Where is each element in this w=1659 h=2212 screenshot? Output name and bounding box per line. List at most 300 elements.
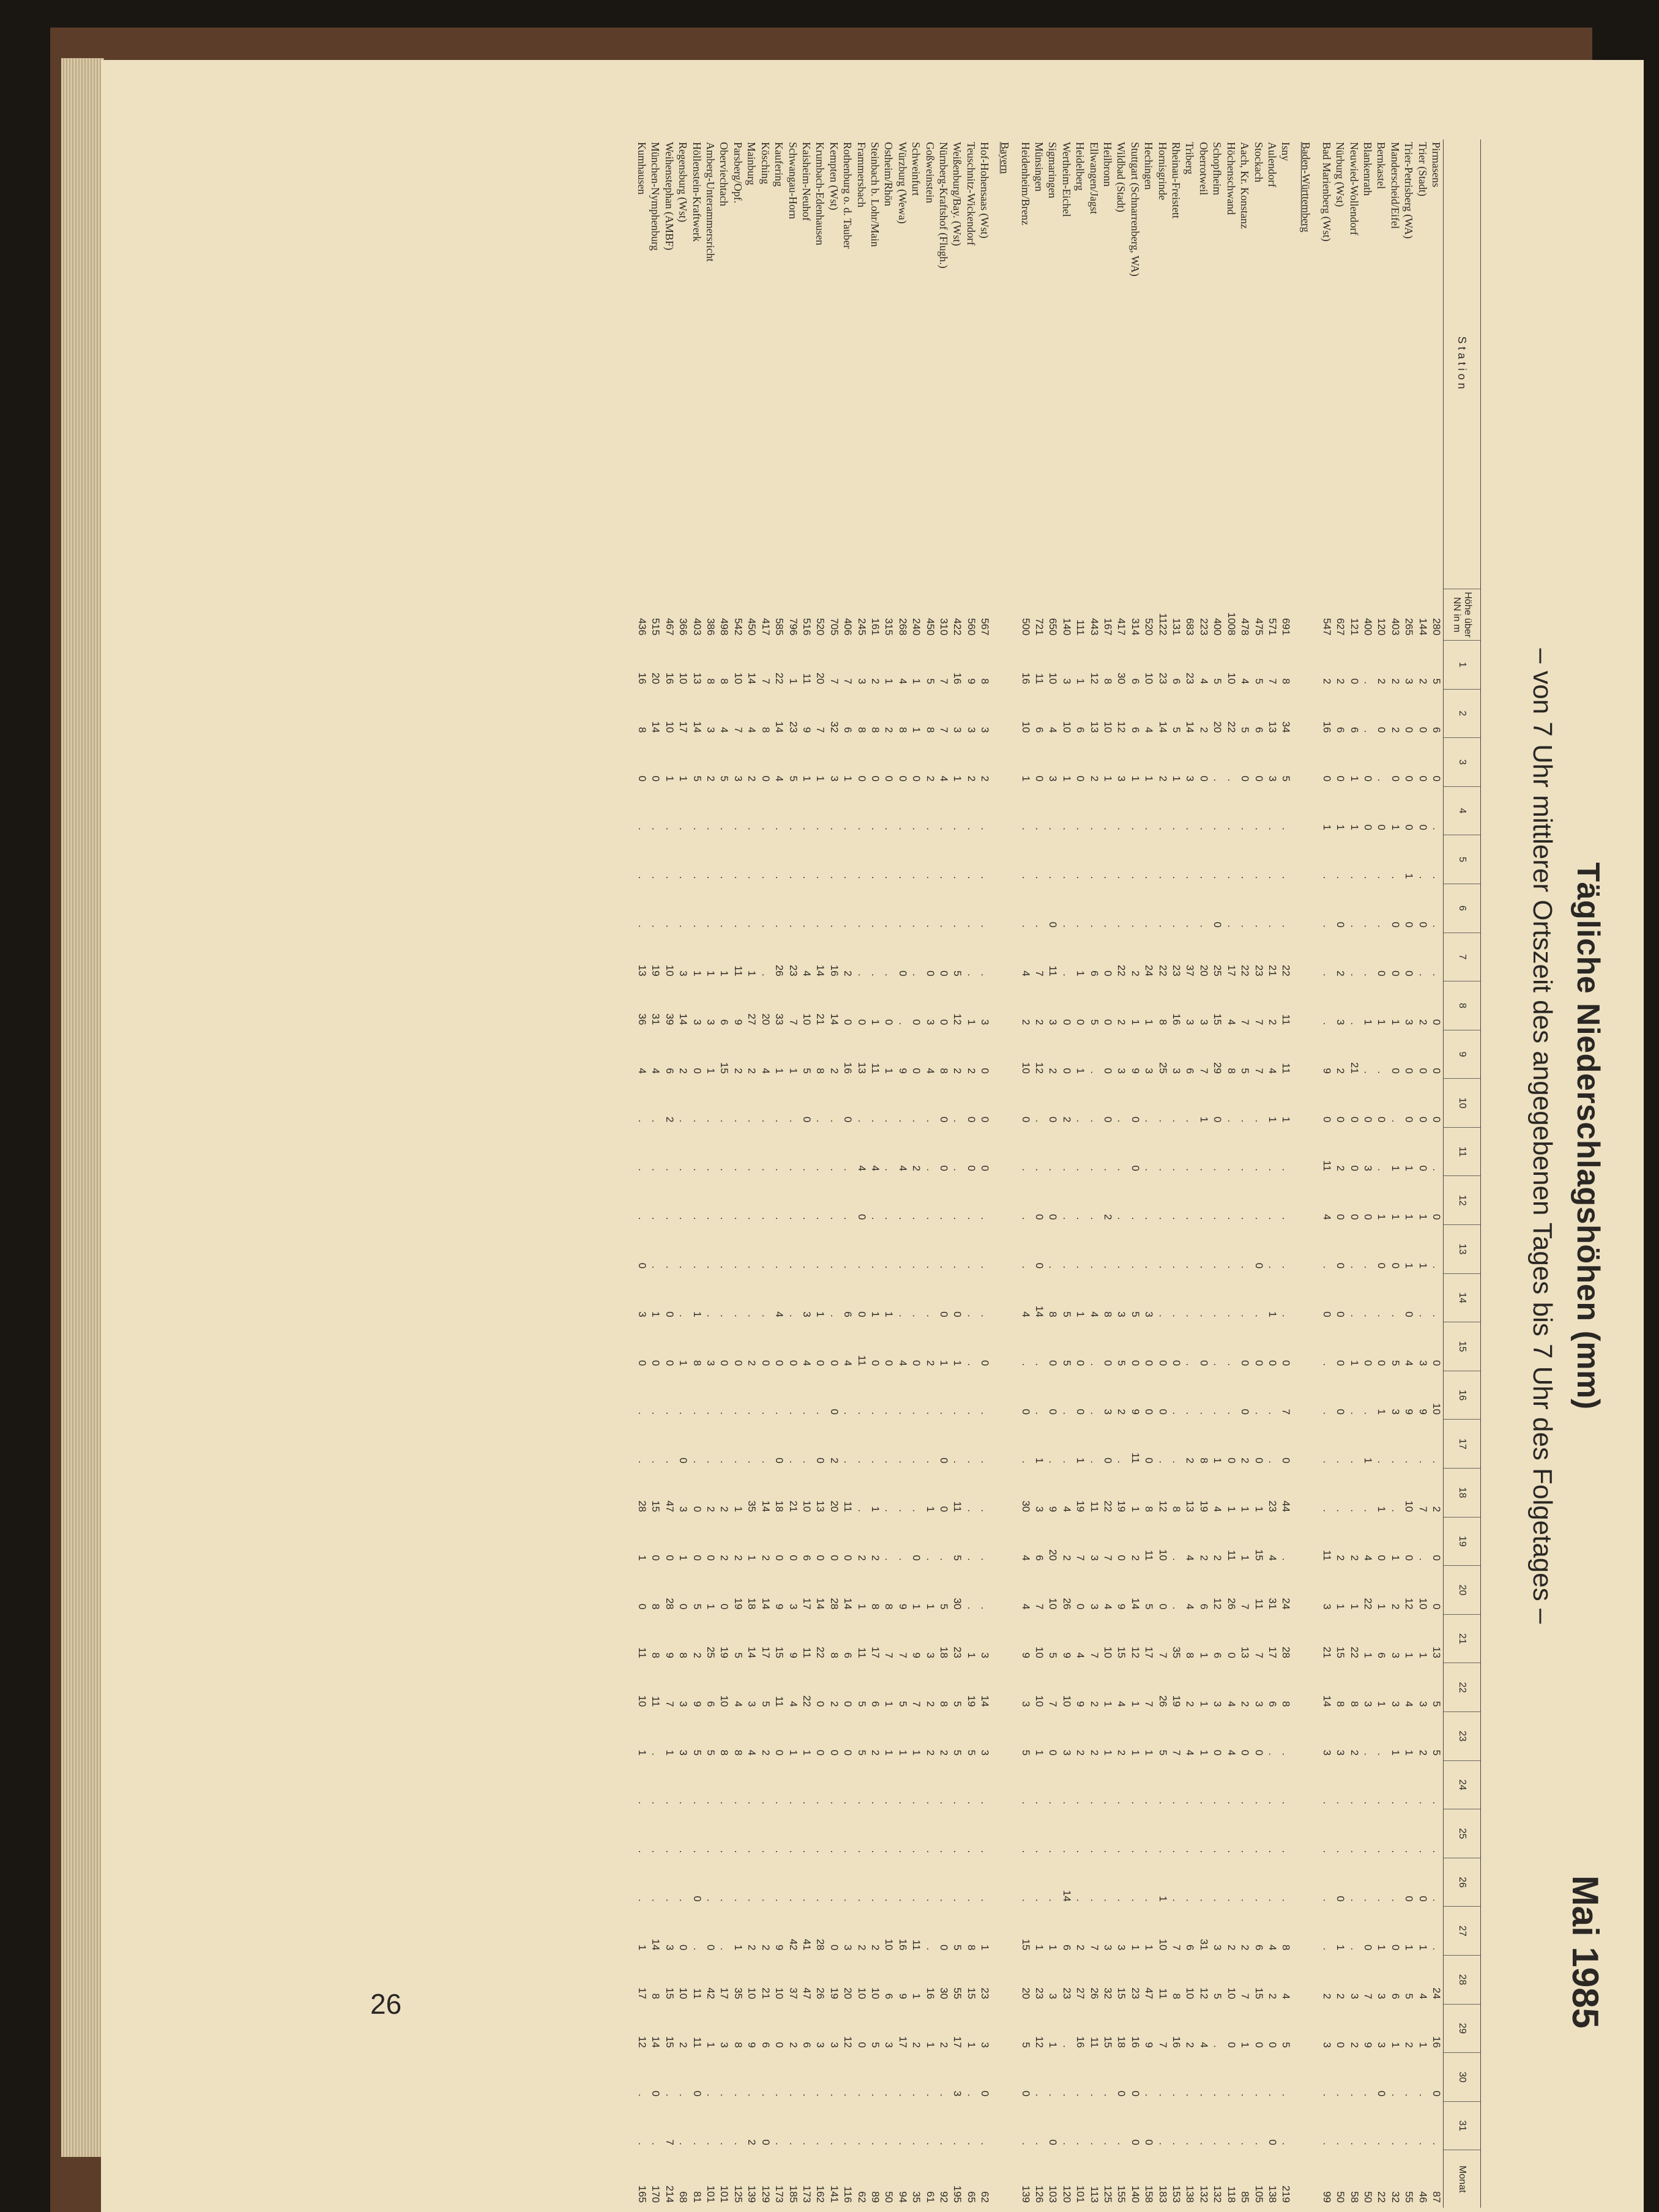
day-value: 3 <box>1047 775 1059 782</box>
day-value: . <box>1088 1071 1100 1074</box>
day-value: 3 <box>1348 1993 1360 2000</box>
day-value: 0 <box>1362 824 1374 830</box>
day-value: 19 <box>965 1695 977 1707</box>
day-value: . <box>815 1412 827 1415</box>
day-value: 5 <box>1280 2042 1292 2048</box>
day-value: . <box>1212 1168 1224 1171</box>
day-value: . <box>1171 1558 1183 1561</box>
station-name: Steinbach b. Lohr/Main <box>868 142 881 247</box>
day-value: . <box>1362 1412 1374 1415</box>
day-value: . <box>759 1801 772 1804</box>
day-value: . <box>897 1216 909 1220</box>
day-value: . <box>1157 827 1169 830</box>
header-day: 18 <box>1444 1469 1481 1517</box>
day-value: 0 <box>1129 2139 1141 2145</box>
day-value: 0 <box>1417 1116 1429 1123</box>
day-value: . <box>1075 1801 1087 1804</box>
day-value: 9 <box>1362 2042 1374 2048</box>
day-value: 4 <box>1184 1749 1196 1756</box>
day-value: 2 <box>1116 1409 1128 1415</box>
day-value: 44 <box>1280 1500 1292 1513</box>
day-value: . <box>705 1314 717 1317</box>
day-value: 1 <box>1034 1458 1046 1464</box>
day-value: 1 <box>1348 1603 1360 1610</box>
day-value: 1 <box>897 1749 909 1756</box>
day-value: 0 <box>1253 1262 1265 1269</box>
day-value: . <box>1061 2142 1073 2145</box>
station-name: Höllenstein-Kraftwerk <box>690 142 703 242</box>
day-value: . <box>842 827 854 830</box>
month-total: 118 <box>1225 2186 1237 2203</box>
day-value: . <box>705 876 717 879</box>
day-value: 1 <box>1198 1116 1210 1123</box>
day-value: 1 <box>1075 1311 1087 1317</box>
month-total: 62 <box>856 2191 868 2203</box>
day-value: . <box>815 1265 827 1269</box>
day-value: 2 <box>938 2042 950 2048</box>
day-value: . <box>1088 1216 1100 1220</box>
day-value: 5 <box>1020 2042 1032 2048</box>
day-value: . <box>897 2093 909 2097</box>
day-value: . <box>1047 1265 1059 1269</box>
day-value: . <box>1061 973 1073 977</box>
day-value: 20 <box>1047 1549 1059 1561</box>
day-value: 2 <box>1075 1749 1087 1756</box>
day-value: 8 <box>1280 678 1292 685</box>
day-value: 11 <box>800 673 813 685</box>
day-value: 9 <box>1047 1506 1059 1513</box>
day-value: 11 <box>1143 1550 1155 1561</box>
day-value: . <box>1335 876 1347 879</box>
day-value: 0 <box>774 1360 786 1366</box>
day-value: 0 <box>1376 1360 1388 1366</box>
day-value: 1 <box>1129 1701 1141 1707</box>
day-value: 1 <box>952 1360 964 1366</box>
day-value: . <box>1376 2142 1388 2145</box>
day-value: . <box>1348 876 1360 879</box>
day-value: 4 <box>1047 727 1059 733</box>
day-value: . <box>1143 876 1155 879</box>
day-value: . <box>677 2142 690 2145</box>
day-value: 0 <box>1047 1360 1059 1366</box>
day-value: . <box>952 1216 964 1220</box>
station-elevation: 547 <box>1321 618 1333 636</box>
day-value: 2 <box>705 1506 717 1513</box>
day-value: . <box>650 1119 662 1123</box>
station-elevation: 417 <box>1116 618 1128 636</box>
day-value: . <box>663 1265 676 1269</box>
day-value: . <box>1225 1412 1237 1415</box>
day-value: 4 <box>1212 1506 1224 1513</box>
day-value: 0 <box>1171 1360 1183 1366</box>
day-value: 3 <box>952 727 964 733</box>
day-value: . <box>718 1801 731 1804</box>
day-value: . <box>774 1850 786 1853</box>
station-name: Schopfheim <box>1211 142 1224 195</box>
day-value: 23 <box>1253 964 1265 977</box>
day-value: 1 <box>1376 1603 1388 1610</box>
day-value: 1 <box>1362 1458 1374 1464</box>
month-total: 129 <box>759 2185 772 2203</box>
day-value: . <box>911 827 923 830</box>
station-name: Weihenstephan (AMBF) <box>663 142 676 251</box>
day-value: 0 <box>1431 1214 1442 1220</box>
day-value: 0 <box>774 1458 786 1464</box>
day-value: . <box>1075 2142 1087 2145</box>
day-value: 3 <box>815 2042 827 2048</box>
day-value: . <box>1403 1850 1415 1853</box>
day-value: 4 <box>650 1068 662 1074</box>
day-value: 14 <box>1321 1695 1333 1707</box>
day-value: 0 <box>1335 1311 1347 1317</box>
day-value: . <box>897 1412 909 1415</box>
day-value: . <box>938 1850 950 1853</box>
day-value: 4 <box>1266 1068 1278 1074</box>
table-body <box>635 140 1444 2208</box>
day-value: . <box>746 1801 758 1804</box>
day-value: . <box>897 1899 909 1902</box>
day-value: 3 <box>705 1019 717 1026</box>
day-value: 0 <box>636 1603 649 1610</box>
day-value: 4 <box>1266 1555 1278 1561</box>
day-value: 5 <box>1239 727 1251 733</box>
day-value: . <box>1129 1265 1141 1269</box>
day-value: 0 <box>1047 1409 1059 1415</box>
day-value: 0 <box>1034 1214 1046 1220</box>
day-value: 17 <box>636 1987 649 2000</box>
day-value: 7 <box>1253 1652 1265 1658</box>
day-value: 31 <box>650 1013 662 1026</box>
day-value: . <box>787 1850 799 1853</box>
day-value: 0 <box>759 1360 772 1366</box>
day-value: 0 <box>1239 1409 1251 1415</box>
day-value: 1 <box>1362 1019 1374 1026</box>
day-value: 14 <box>1184 721 1196 733</box>
day-value: 3 <box>1061 1749 1073 1756</box>
day-value: . <box>787 1314 799 1317</box>
month-total: 153 <box>1171 2185 1183 2203</box>
day-value: 0 <box>965 1165 977 1171</box>
day-value: . <box>1088 1119 1100 1123</box>
day-value: 8 <box>1171 1506 1183 1513</box>
day-value: 0 <box>842 1555 854 1561</box>
day-value: 22 <box>800 1695 813 1707</box>
day-value: . <box>1020 2142 1032 2145</box>
station-name: Amberg-Unterammersricht <box>704 142 717 262</box>
day-value: 3 <box>1362 1701 1374 1707</box>
day-value: 1 <box>1376 1945 1388 1951</box>
day-value: . <box>1047 827 1059 830</box>
day-value: 5 <box>759 1701 772 1707</box>
day-value: 7 <box>1143 1701 1155 1707</box>
day-value: 12 <box>1403 1598 1415 1610</box>
day-value: 7 <box>1171 1945 1183 1951</box>
day-value: 11 <box>1088 2037 1100 2048</box>
day-value: 15 <box>1102 2036 1114 2048</box>
day-value: . <box>897 1509 909 1513</box>
day-value: . <box>911 876 923 879</box>
day-value: . <box>732 827 744 830</box>
day-value: 4 <box>897 1165 909 1171</box>
table-row <box>1018 140 1032 2208</box>
day-value: 14 <box>650 2036 662 2048</box>
day-value: . <box>1034 1899 1046 1902</box>
day-value: 7 <box>1034 970 1046 977</box>
day-value: . <box>636 1119 649 1123</box>
day-value: . <box>1116 925 1128 928</box>
day-value: . <box>718 827 731 830</box>
day-value: 47 <box>663 1500 676 1513</box>
day-value: 4 <box>897 678 909 685</box>
day-value: . <box>787 1168 799 1171</box>
station-name: Oberviechtach <box>718 142 731 206</box>
day-value: . <box>1321 1412 1333 1415</box>
day-value: . <box>691 827 703 830</box>
day-value: . <box>856 1119 868 1123</box>
day-value: . <box>1047 1801 1059 1804</box>
day-value: . <box>965 973 977 977</box>
day-value: . <box>774 2142 786 2145</box>
day-value: 11 <box>1280 1014 1292 1026</box>
day-value: 3 <box>883 2042 895 2048</box>
table-row <box>1238 140 1251 2208</box>
day-value: . <box>774 876 786 879</box>
day-value: . <box>1102 1899 1114 1902</box>
day-value: 9 <box>787 1652 799 1658</box>
month-total: 170 <box>650 2185 662 2203</box>
day-value: 1 <box>1348 824 1360 830</box>
day-value: . <box>732 1119 744 1123</box>
table-row <box>1388 140 1401 2208</box>
day-value: 0 <box>911 1019 923 1026</box>
day-value: 6 <box>1184 1068 1196 1074</box>
day-value: . <box>732 2093 744 2097</box>
day-value: 10 <box>1020 721 1032 733</box>
day-value: 1 <box>1239 2042 1251 2048</box>
day-value: 0 <box>1129 2090 1141 2097</box>
station-name: Wildbad (Stadt) <box>1115 142 1128 212</box>
day-value: 10 <box>746 1987 758 2000</box>
day-value: 11 <box>911 1939 923 1951</box>
day-value: 30 <box>1020 1500 1032 1513</box>
day-value: 0 <box>1431 1068 1442 1074</box>
day-value: . <box>1225 1168 1237 1171</box>
day-value: 0 <box>1225 2042 1237 2048</box>
day-value: 6 <box>1431 727 1442 733</box>
day-value: 26 <box>1157 1695 1169 1707</box>
day-value: . <box>1198 925 1210 928</box>
day-value: . <box>1184 1168 1196 1171</box>
day-value: . <box>965 827 977 830</box>
day-value: 15 <box>965 1987 977 2000</box>
day-value: . <box>1047 876 1059 879</box>
day-value: 4 <box>1280 1993 1292 2000</box>
day-value: 10 <box>1417 1598 1429 1610</box>
day-value: 6 <box>1129 727 1141 733</box>
day-value: . <box>650 1216 662 1220</box>
day-value: . <box>759 2093 772 2097</box>
day-value: 1 <box>1417 2042 1429 2048</box>
day-value: . <box>1198 1412 1210 1415</box>
day-value: 1 <box>938 1360 950 1366</box>
day-value: . <box>1225 876 1237 879</box>
day-value: 3 <box>1321 1749 1333 1756</box>
day-value: 13 <box>1431 1647 1442 1658</box>
day-value: . <box>1239 1216 1251 1220</box>
day-value: 5 <box>856 1749 868 1756</box>
section-name: Bayern <box>999 142 1012 174</box>
day-value: . <box>1116 1168 1128 1171</box>
table-row <box>1087 140 1100 2208</box>
day-value: 6 <box>1184 1945 1196 1951</box>
month-total: 139 <box>746 2185 758 2203</box>
day-value: . <box>1321 2093 1333 2097</box>
day-value: . <box>828 1850 840 1853</box>
day-value: 2 <box>1389 727 1401 733</box>
day-value: . <box>979 876 991 879</box>
day-value: 0 <box>1116 2090 1128 2097</box>
day-value: 2 <box>746 2139 758 2145</box>
day-value: . <box>842 1265 854 1269</box>
day-value: 1 <box>1389 824 1401 830</box>
day-value: 1 <box>952 775 964 782</box>
day-value: . <box>1157 2142 1169 2145</box>
day-value: 6 <box>718 1019 731 1026</box>
day-value: 11 <box>842 1501 854 1513</box>
day-value: 1 <box>883 1311 895 1317</box>
station-elevation: 245 <box>856 618 868 636</box>
station-name: Krumbach-Edenhausen <box>814 142 827 245</box>
day-value: . <box>1184 1412 1196 1415</box>
header-day: 25 <box>1444 1809 1481 1858</box>
day-value: . <box>1389 1899 1401 1902</box>
day-value: 47 <box>1143 1987 1155 2000</box>
day-value: . <box>1321 1509 1333 1513</box>
day-value: 14 <box>815 964 827 977</box>
day-value: . <box>1143 1216 1155 1220</box>
day-value: 2 <box>732 1068 744 1074</box>
day-value: . <box>979 1265 991 1269</box>
day-value: 3 <box>636 1311 649 1317</box>
day-value: 2 <box>1266 1019 1278 1026</box>
day-value: 9 <box>1020 1652 1032 1658</box>
day-value: 10 <box>636 1695 649 1707</box>
day-value: . <box>774 1168 786 1171</box>
day-value: . <box>952 1801 964 1804</box>
day-value: . <box>1280 2142 1292 2145</box>
day-value: . <box>952 1899 964 1902</box>
day-value: 1 <box>1417 1262 1429 1269</box>
day-value: 0 <box>774 1749 786 1756</box>
day-value: 9 <box>732 1019 744 1026</box>
day-value: . <box>1417 2142 1429 2145</box>
day-value: 6 <box>1376 1652 1388 1658</box>
day-value: . <box>705 1168 717 1171</box>
day-value: 2 <box>759 1555 772 1561</box>
day-value: . <box>1020 1850 1032 1853</box>
day-value: . <box>800 1801 813 1804</box>
day-value: 2 <box>952 1068 964 1074</box>
day-value: 2 <box>1047 1068 1059 1074</box>
day-value: 2 <box>1266 1993 1278 2000</box>
day-value: 0 <box>1362 775 1374 782</box>
day-value: 7 <box>1239 1603 1251 1610</box>
day-value: 5 <box>1061 1360 1073 1366</box>
day-value: . <box>1034 876 1046 879</box>
day-value: . <box>746 827 758 830</box>
day-value: 5 <box>1431 1749 1442 1756</box>
day-value: . <box>1088 925 1100 928</box>
day-value: . <box>746 1314 758 1317</box>
day-value: . <box>1075 876 1087 879</box>
station-elevation: 422 <box>952 618 964 636</box>
station-name: Mainburg <box>745 142 758 185</box>
day-value: . <box>1389 1460 1401 1464</box>
station-elevation: 310 <box>938 618 950 636</box>
day-value: 7 <box>1253 1019 1265 1026</box>
day-value: 10 <box>1061 721 1073 733</box>
day-value: 6 <box>1034 727 1046 733</box>
day-value: 1 <box>1389 1555 1401 1561</box>
station-name: Wertheim-Eichel <box>1060 142 1073 217</box>
day-value: 0 <box>856 775 868 782</box>
day-value: . <box>732 1850 744 1853</box>
day-value: 3 <box>1171 1068 1183 1074</box>
day-value: 8 <box>1348 1701 1360 1707</box>
day-value: . <box>1061 2044 1073 2048</box>
day-value: . <box>759 1216 772 1220</box>
day-value: . <box>1171 1119 1183 1123</box>
day-value: . <box>965 1509 977 1513</box>
table-row <box>923 140 936 2208</box>
day-value: 3 <box>828 775 840 782</box>
day-value: 22 <box>1239 964 1251 977</box>
day-value: 11 <box>856 1355 868 1366</box>
day-value: 2 <box>869 1555 881 1561</box>
day-value: 2 <box>1376 678 1388 685</box>
day-value: 17 <box>800 1598 813 1610</box>
day-value: 55 <box>952 1987 964 2000</box>
day-value: . <box>800 1850 813 1853</box>
day-value: . <box>1088 1265 1100 1269</box>
month-total: 141 <box>828 2185 840 2203</box>
day-value: 20 <box>842 1987 854 2000</box>
day-value: . <box>1225 1899 1237 1902</box>
day-value: 3 <box>677 1749 690 1756</box>
day-value: 2 <box>1239 1945 1251 1951</box>
day-value: 0 <box>1034 775 1046 782</box>
day-value: 7 <box>815 727 827 733</box>
day-value: 15 <box>1253 1987 1265 2000</box>
day-value: 6 <box>1198 1603 1210 1610</box>
day-value: . <box>1431 1460 1442 1464</box>
month-total: 46 <box>1417 2191 1429 2203</box>
day-value: . <box>911 1314 923 1317</box>
day-value: . <box>1266 925 1278 928</box>
month-total: 94 <box>897 2191 909 2203</box>
day-value: . <box>1280 1314 1292 1317</box>
day-value: 0 <box>1102 1019 1114 1026</box>
day-value: . <box>828 876 840 879</box>
day-value: . <box>897 1801 909 1804</box>
day-value: . <box>1061 925 1073 928</box>
day-value: 11 <box>1321 1550 1333 1561</box>
day-value: 16 <box>828 964 840 977</box>
day-value: 0 <box>1129 1165 1141 1171</box>
table-row <box>1374 140 1388 2208</box>
day-value: 3 <box>718 2042 731 2048</box>
day-value: 10 <box>856 1987 868 2000</box>
